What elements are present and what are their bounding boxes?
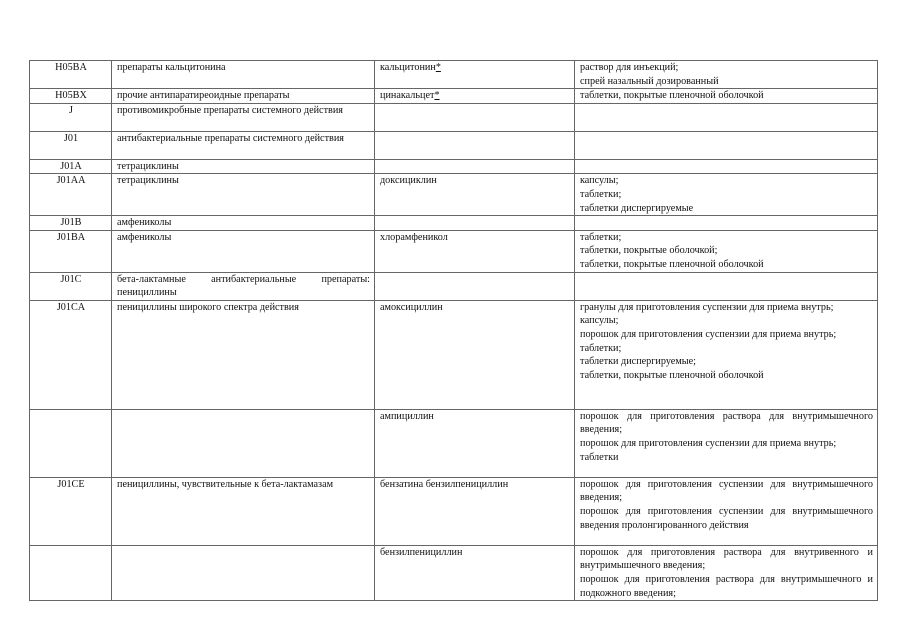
atc-code-cell — [30, 409, 112, 477]
pharmacological-group-cell: пенициллины широкого спектра действия — [112, 300, 375, 409]
dosage-form: таблетки, покрытые пленочной оболочкой — [580, 258, 764, 270]
dosage-forms-cell — [575, 272, 878, 300]
table-row — [30, 272, 878, 300]
dosage-forms-cell — [575, 174, 878, 216]
dosage-forms-cell — [575, 300, 878, 409]
pharmacological-group-cell: препараты кальцитонина — [112, 61, 375, 89]
pharmacological-group-cell: противомикробные препараты системного действия — [112, 103, 375, 131]
dosage-form: капсулы; — [580, 175, 619, 187]
dosage-form: порошок для приготовления суспензии для приема внутрь; — [580, 437, 837, 449]
drug-name-cell — [375, 174, 575, 216]
pharmacological-group-cell — [112, 545, 375, 600]
table-row — [30, 216, 878, 231]
drug-name-cell — [375, 61, 575, 89]
dosage-forms-cell — [575, 216, 878, 231]
table-row — [30, 477, 878, 545]
dosage-forms-cell — [575, 230, 878, 272]
dosage-form: раствор для инъекций; — [580, 62, 679, 73]
pharmacological-group-cell: пенициллины, чувствительные к бета-лактамазам — [112, 477, 375, 545]
dosage-form: таблетки, покрытые пленочной оболочкой — [580, 369, 764, 381]
atc-code-cell: H05BA — [30, 61, 112, 89]
atc-code-cell: J01 — [30, 131, 112, 159]
pharmacological-group-cell: антибактериальные препараты системного действия — [112, 131, 375, 159]
drug-name: доксициклин — [380, 175, 437, 187]
table-row — [30, 131, 878, 159]
table-row — [30, 300, 878, 409]
dosage-form: таблетки; — [580, 342, 622, 354]
table-row — [30, 230, 878, 272]
dosage-form: порошок для приготовления суспензии для приема внутрь; — [580, 328, 837, 340]
dosage-form: таблетки — [580, 451, 619, 463]
dosage-forms-cell — [575, 409, 878, 477]
dosage-form: таблетки; — [580, 231, 622, 243]
dosage-form: порошок для приготовления суспензии для внутримышечного введения пролонгированного действия — [580, 505, 873, 531]
drug-name-cell — [375, 300, 575, 409]
pharmacological-group-cell: прочие антипаратиреоидные препараты — [112, 89, 375, 104]
atc-code-cell: J01B — [30, 216, 112, 231]
drug-name-cell — [375, 545, 575, 600]
dosage-form: капсулы; — [580, 315, 619, 327]
dosage-forms-cell — [575, 477, 878, 545]
pharmacological-group-cell: тетрациклины — [112, 159, 375, 174]
dosage-form: порошок для приготовления суспензии для внутримышечного введения; — [580, 478, 873, 504]
atc-code-cell: J01CA — [30, 300, 112, 409]
dosage-form: порошок для приготовления раствора для внутримышечного введения; — [580, 410, 873, 436]
dosage-form: гранулы для приготовления суспензии для приема внутрь; — [580, 301, 834, 313]
drug-name: цинакальцет — [380, 90, 435, 102]
drug-name: бензатина бензилпенициллин — [380, 478, 509, 490]
drug-name-cell — [375, 159, 575, 174]
atc-code-cell: J01CE — [30, 477, 112, 545]
pharmacological-group-cell: амфениколы — [112, 216, 375, 231]
drug-name-cell — [375, 131, 575, 159]
dosage-forms-cell — [575, 89, 878, 104]
table-row — [30, 409, 878, 477]
pharmacological-group-cell — [112, 409, 375, 477]
dosage-forms-cell — [575, 103, 878, 131]
drug-name-cell — [375, 409, 575, 477]
dosage-form: таблетки диспергируемые — [580, 202, 694, 214]
table-row — [30, 174, 878, 216]
atc-code-cell: J01A — [30, 159, 112, 174]
dosage-form: таблетки, покрытые пленочной оболочкой — [580, 90, 764, 102]
atc-code-cell: J01C — [30, 272, 112, 300]
drug-name-cell — [375, 230, 575, 272]
drug-name: хлорамфеникол — [380, 231, 448, 243]
pharmacological-group-cell: амфениколы — [112, 230, 375, 272]
drug-name: кальцитонин — [380, 62, 436, 73]
dosage-form: спрей назальный дозированный — [580, 75, 719, 87]
drug-table — [29, 60, 878, 601]
pharmacological-group-cell: бета-лактамные антибактериальные препараты: пенициллины — [112, 272, 375, 300]
drug-name: бензилпенициллин — [380, 546, 463, 558]
drug-name-cell — [375, 272, 575, 300]
table-row — [30, 89, 878, 104]
dosage-forms-cell — [575, 159, 878, 174]
table-row — [30, 545, 878, 600]
drug-name-cell — [375, 89, 575, 104]
drug-name-cell — [375, 216, 575, 231]
dosage-form: порошок для приготовления раствора для внутримышечного и подкожного введения; — [580, 573, 873, 599]
dosage-form: таблетки; — [580, 188, 622, 200]
atc-code-cell: H05BX — [30, 89, 112, 104]
dosage-forms-cell — [575, 545, 878, 600]
atc-code-cell: J — [30, 103, 112, 131]
drug-name-cell — [375, 477, 575, 545]
drug-name: ампициллин — [380, 410, 434, 422]
pharmacological-group-cell: тетрациклины — [112, 174, 375, 216]
dosage-form: таблетки, покрытые оболочкой; — [580, 245, 718, 257]
drug-footnote-mark: * — [435, 62, 441, 73]
dosage-form: таблетки диспергируемые; — [580, 356, 696, 368]
atc-code-cell — [30, 545, 112, 600]
dosage-forms-cell — [575, 61, 878, 89]
atc-code-cell: J01AA — [30, 174, 112, 216]
table-row — [30, 159, 878, 174]
atc-code-cell: J01BA — [30, 230, 112, 272]
table-row — [30, 103, 878, 131]
drug-footnote-mark: * — [434, 90, 440, 102]
drug-name-cell — [375, 103, 575, 131]
dosage-forms-cell — [575, 131, 878, 159]
dosage-form: порошок для приготовления раствора для внутривенного и внутримышечного введения; — [580, 546, 873, 572]
table-row — [30, 61, 878, 89]
drug-name: амоксициллин — [380, 301, 443, 313]
